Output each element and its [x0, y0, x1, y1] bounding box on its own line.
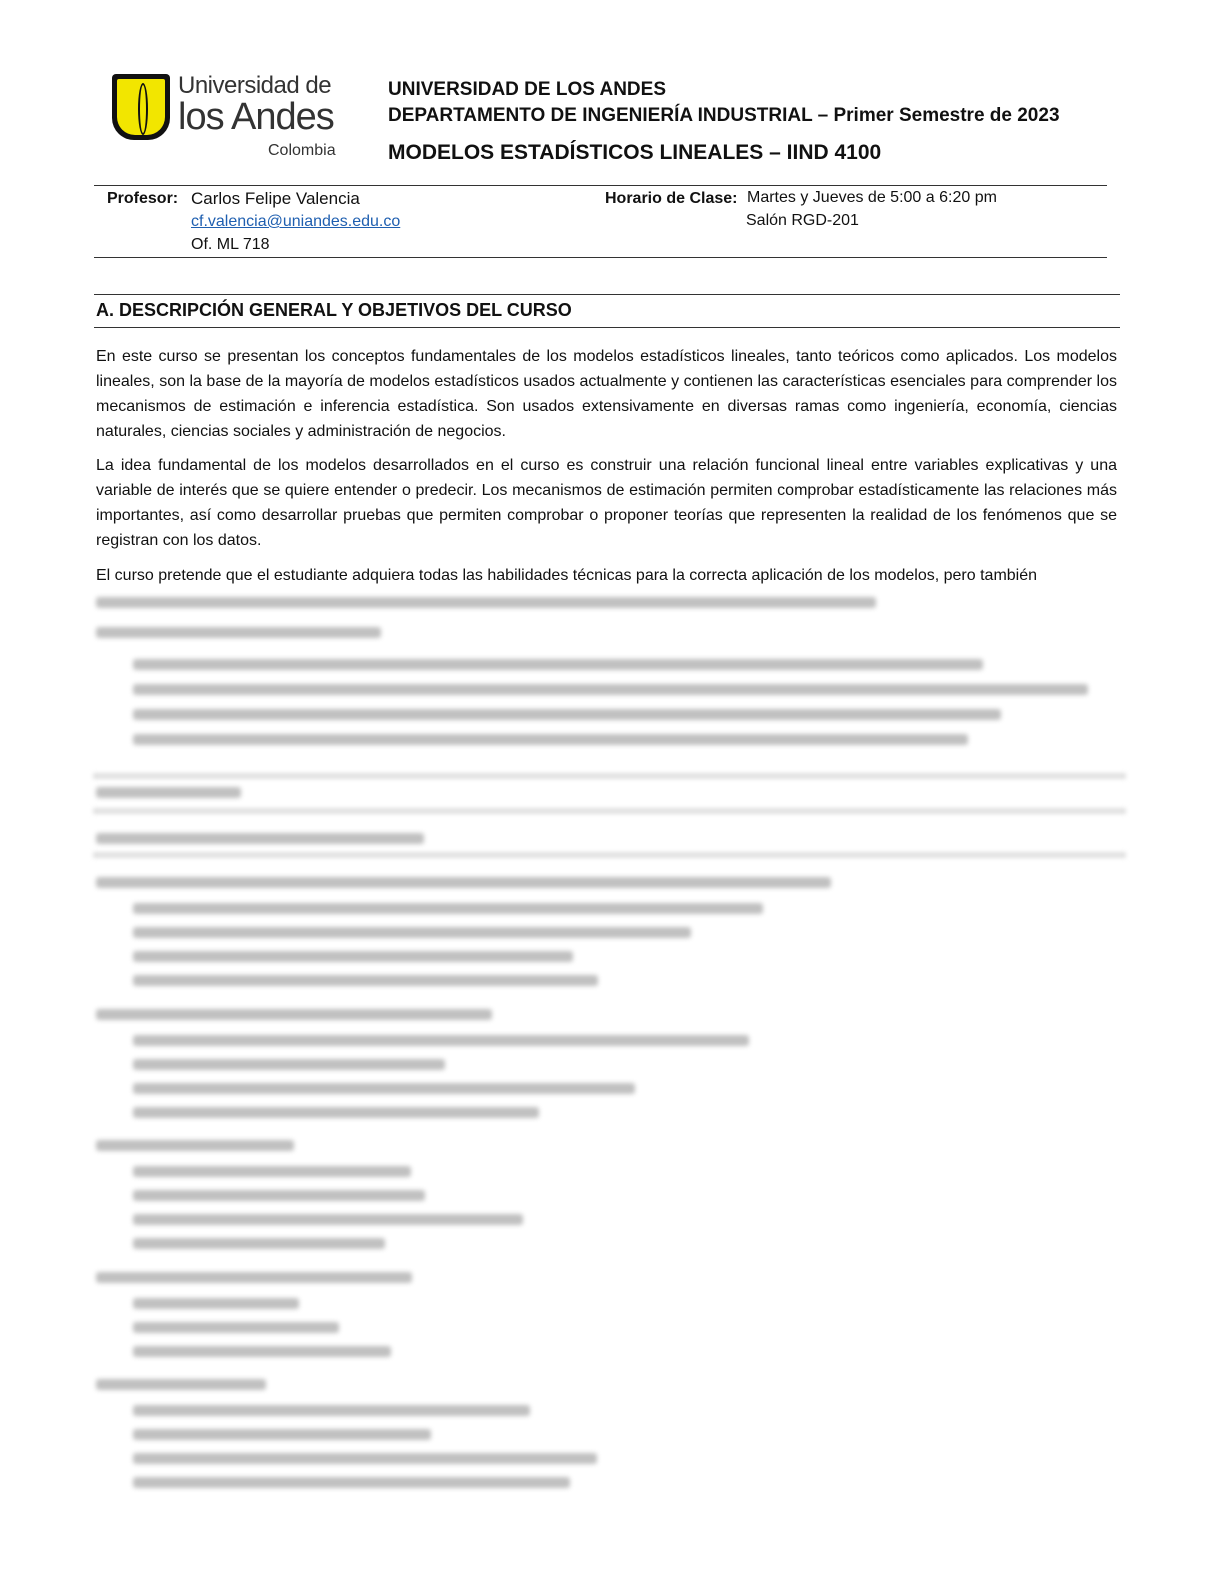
divider — [94, 327, 1120, 328]
university-heading: UNIVERSIDAD DE LOS ANDES — [388, 79, 666, 100]
professor-label: Profesor: — [107, 190, 179, 207]
paragraph: En este curso se presentan los conceptos fundamentales de los modelos estadísticos lineales, tanto teóricos como aplicados. Los modelos lineales, son la base de la mayoría de modelos estadísticos usados actualmente y contienen las características esenciales para comprender los mecanismos de estimación e inferencia estadística. Son usados extensivamente en diversas ramas como ingeniería, economía, ciencias naturales, ciencias sociales y administración de negocios. — [96, 348, 1117, 440]
schedule-label: Horario de Clase: — [605, 190, 738, 207]
paragraph: El curso pretende que el estudiante adquiera todas las habilidades técnicas para la correcta aplicación de los modelos, pero también — [96, 567, 1038, 584]
paragraph: La idea fundamental de los modelos desarrollados en el curso es construir una relación funcional lineal entre variables explicativas y una variable de interés que se quiere entender o predecir. Los mecanismos de estimación permiten comprobar estadísticamente las relaciones más importantes, así como desarrollar pruebas que permiten comprobar o proponer teorías que representen la realidad de los fenómenos que se registran con los datos. — [96, 457, 1117, 549]
schedule-value: Martes y Jueves de 5:00 a 6:20 pm — [747, 189, 997, 206]
divider — [94, 185, 1107, 186]
university-logo — [112, 72, 344, 164]
logo-shield-icon — [112, 74, 170, 140]
section-a-heading: A. DESCRIPCIÓN GENERAL Y OBJETIVOS DEL CURSO — [96, 300, 572, 320]
room-value: Salón RGD-201 — [746, 212, 859, 229]
professor-email-link[interactable]: cf.valencia@uniandes.edu.co — [191, 213, 401, 230]
logo-text: los Andes — [178, 96, 334, 138]
professor-name: Carlos Felipe Valencia — [191, 189, 360, 208]
divider — [94, 257, 1107, 258]
logo-text: Universidad de — [178, 72, 332, 99]
logo-text: Colombia — [268, 142, 336, 159]
department-heading: DEPARTAMENTO DE INGENIERÍA INDUSTRIAL – Primer Semestre de 2023 — [388, 105, 1060, 126]
professor-office: Of. ML 718 — [191, 236, 270, 253]
divider — [94, 294, 1120, 295]
course-title: MODELOS ESTADÍSTICOS LINEALES – IIND 4100 — [388, 141, 882, 164]
